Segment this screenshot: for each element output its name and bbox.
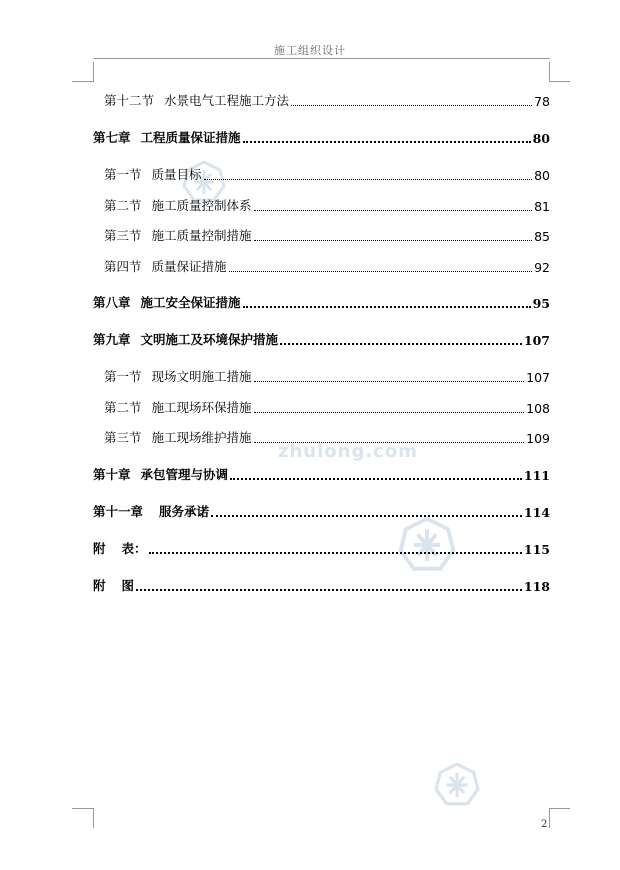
crop-mark-bottom-left	[72, 808, 93, 809]
toc-entry-page: 107	[526, 370, 550, 385]
toc-entry-page: 85	[534, 229, 550, 244]
toc-entry-title: 文明施工及环境保护措施	[140, 332, 279, 347]
dot-leader	[254, 442, 525, 443]
toc-entry-number: 第八章	[93, 295, 131, 310]
toc-entry-title: 图	[121, 578, 135, 593]
toc-entry-page: 115	[523, 542, 550, 557]
toc-entry-page: 80	[532, 131, 550, 146]
toc-entry[interactable]	[93, 539, 550, 557]
toc-entry-page: 109	[526, 431, 550, 446]
toc-entry-title: 承包管理与协调	[140, 467, 229, 482]
dot-leader	[291, 105, 532, 106]
toc-entry-title: 施工安全保证措施	[140, 295, 241, 310]
toc-entry[interactable]	[104, 367, 550, 385]
crop-mark-top-left	[72, 81, 93, 82]
toc-entry-number: 第二节	[104, 198, 142, 213]
toc-entry-number: 第一节	[104, 167, 142, 182]
toc-entry[interactable]	[93, 576, 550, 594]
page-number: 2	[541, 819, 548, 830]
toc-entry-title: 施工质量控制体系	[151, 198, 252, 213]
dot-leader	[211, 515, 522, 517]
dot-leader	[204, 179, 533, 180]
crop-mark-bottom-left	[93, 808, 94, 828]
toc-entry-page: 111	[523, 468, 550, 483]
watermark-logo-icon	[434, 762, 480, 808]
dot-leader	[136, 589, 522, 591]
dot-leader	[243, 141, 531, 143]
crop-mark-top-right	[549, 62, 550, 82]
dot-leader	[229, 271, 533, 272]
toc-entry-page: 107	[523, 333, 550, 348]
toc-entry-title: 施工质量控制措施	[151, 228, 252, 243]
toc-entry-number: 第十一章	[93, 504, 144, 519]
dot-leader	[243, 306, 531, 308]
toc-entry[interactable]	[104, 257, 550, 275]
toc-entry[interactable]	[104, 428, 550, 446]
toc-entry-number: 第九章	[93, 332, 131, 347]
dot-leader	[254, 412, 525, 413]
toc-entry[interactable]	[104, 196, 550, 214]
toc-entry-number: 第二节	[104, 400, 142, 415]
dot-leader	[254, 381, 525, 382]
toc-entry-number: 第七章	[93, 130, 131, 145]
crop-mark-bottom-right	[549, 808, 550, 828]
toc-entry-title: 施工现场维护措施	[151, 430, 252, 445]
toc-entry[interactable]	[93, 502, 550, 520]
toc-entry-page: 95	[532, 296, 550, 311]
toc-entry-number: 附	[93, 541, 106, 556]
toc-entry-title: 质量保证措施	[151, 259, 227, 274]
toc-entry-number: 第十二节	[104, 93, 155, 108]
toc-entry-number: 第一节	[104, 369, 142, 384]
dot-leader	[149, 552, 522, 554]
toc-entry[interactable]	[93, 330, 550, 348]
crop-mark-bottom-right	[549, 808, 570, 809]
toc-entry[interactable]	[104, 91, 550, 109]
dot-leader	[254, 240, 533, 241]
dot-leader	[230, 478, 522, 480]
dot-leader	[254, 210, 533, 211]
crop-mark-top-left	[93, 62, 94, 82]
toc-entry-title: 服务承诺	[159, 504, 210, 519]
toc-entry-page: 118	[523, 579, 550, 594]
dot-leader	[280, 343, 522, 345]
toc-entry-title: 施工现场环保措施	[151, 400, 252, 415]
toc-entry[interactable]	[104, 165, 550, 183]
toc-entry-title: 水景电气工程施工方法	[164, 93, 290, 108]
toc-entry-page: 81	[534, 199, 550, 214]
toc-entry-number: 第三节	[104, 430, 142, 445]
toc-entry-title: 现场文明施工措施	[151, 369, 252, 384]
page-header-title: 施工组织设计	[274, 44, 346, 57]
toc-entry-page: 78	[534, 94, 550, 109]
toc-entry-title: 工程质量保证措施	[140, 130, 241, 145]
toc-entry-number: 附	[93, 578, 106, 593]
toc-entry[interactable]	[104, 398, 550, 416]
toc-entry-page: 108	[526, 401, 550, 416]
toc-entry-number: 第十章	[93, 467, 131, 482]
toc-entry-page: 92	[534, 260, 550, 275]
watermark-text: zhulong.com	[278, 441, 418, 462]
toc-entry[interactable]	[93, 293, 550, 311]
toc-entry-page: 114	[523, 505, 550, 520]
toc-entry-title: 表：	[121, 541, 147, 556]
toc-entry[interactable]	[104, 226, 550, 244]
header-rule	[94, 58, 550, 59]
toc-entry-page: 80	[534, 168, 550, 183]
toc-entry-number: 第三节	[104, 228, 142, 243]
toc-entry-number: 第四节	[104, 259, 142, 274]
crop-mark-top-right	[549, 81, 570, 82]
toc-entry-title: 质量目标	[151, 167, 202, 182]
toc-entry[interactable]	[93, 465, 550, 483]
toc-entry[interactable]	[93, 128, 550, 146]
